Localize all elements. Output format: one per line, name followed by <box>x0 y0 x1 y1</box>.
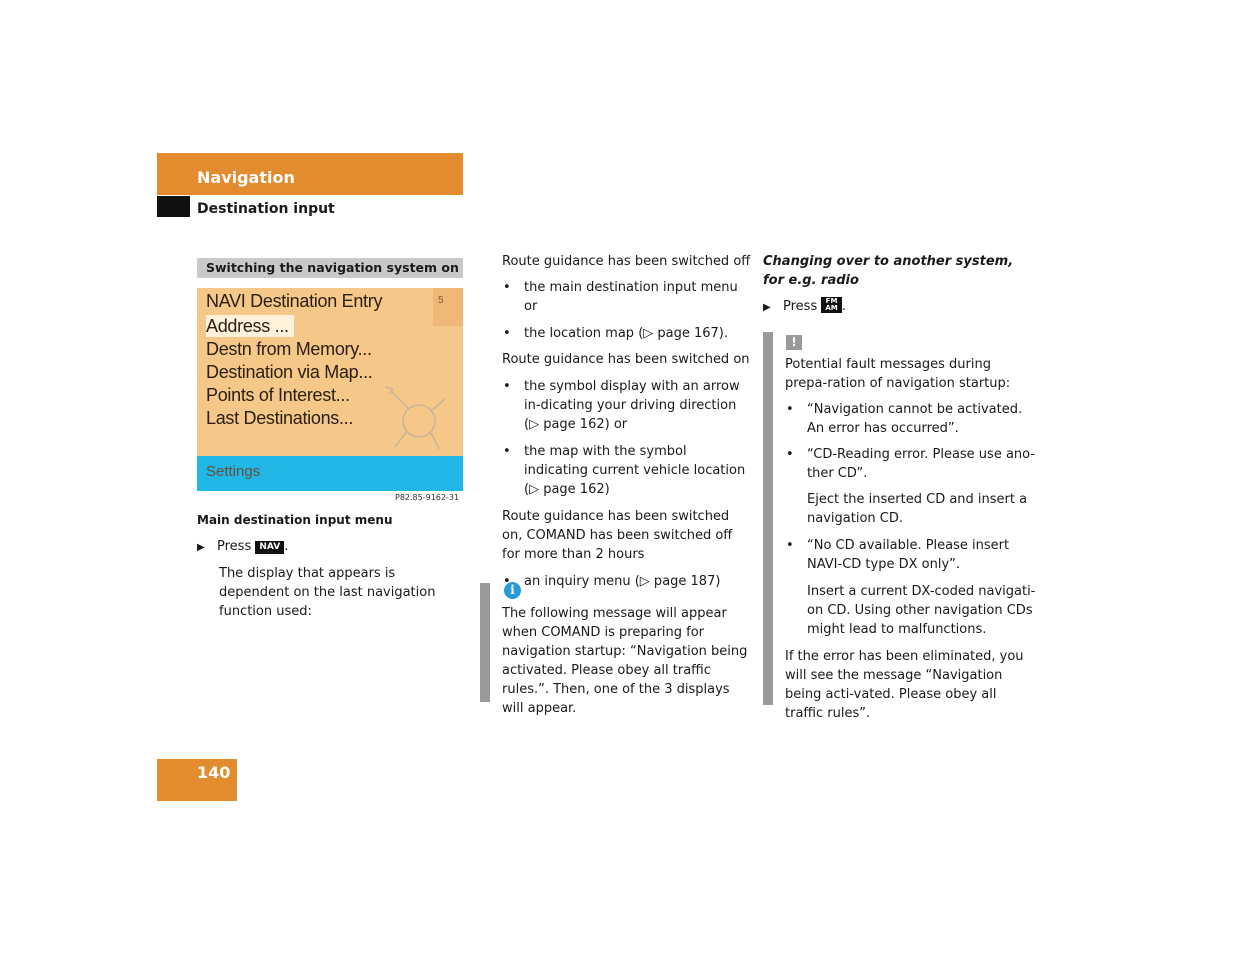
press-fm-step: ▶ Press FM AM . <box>763 297 1033 317</box>
on-heading: Route guidance has been switched on <box>502 352 750 367</box>
long-off-item-1: • an inquiry menu (▷ page 187) <box>502 572 752 591</box>
key-bottom: AM <box>825 304 838 312</box>
warning-closing: If the error has been eliminated, you will see the message “Navigation being acti-vated. Please obey all traffic rules”. <box>785 649 1024 721</box>
change-system-heading: Changing over to another system, for e.g. radio <box>763 254 1014 288</box>
info-side-bar <box>480 583 490 702</box>
fault-2: • “CD-Reading error. Please use ano-ther CD”. <box>785 445 1037 483</box>
on-item-2: • the map with the symbol indicating current vehicle location (▷ page 162) <box>502 442 752 499</box>
warning-block <box>785 355 1037 723</box>
off-item-1: • the main destination input menu or <box>502 278 752 316</box>
screen-item-map: Destination via Map... <box>206 362 373 382</box>
fault-3: • “No CD available. Please insert NAVI-CD type DX only”. <box>785 536 1037 574</box>
screen-corner-label: 5 <box>438 295 444 306</box>
screen-item-address: Address ... <box>206 315 294 337</box>
figure-caption: Main destination input menu <box>197 513 393 527</box>
screen-settings-bar <box>197 456 463 491</box>
figure-code: P82.85-9162-31 <box>395 493 460 502</box>
screen-item-memory: Destn from Memory... <box>206 339 372 359</box>
fm-am-key-icon <box>821 297 841 313</box>
display-note: The display that appears is dependent on the last navigation function used: <box>219 566 436 619</box>
warning-icon: ! <box>786 335 802 350</box>
off-heading: Route guidance has been switched off <box>502 254 751 269</box>
fault-3-hint: Insert a current DX-coded navigati-on CD. Using other navigation CDs might lead to malfunctions. <box>807 584 1036 637</box>
fault-1: • “Navigation cannot be activated. An error has occurred”. <box>785 400 1037 438</box>
fault-2-hint: Eject the inserted CD and insert a navigation CD. <box>807 492 1028 526</box>
navi-screen-figure <box>197 288 463 491</box>
key-top: FM <box>825 297 838 305</box>
screen-item-poi: Points of Interest... <box>206 385 350 405</box>
press-label: Press <box>217 539 252 554</box>
warning-side-bar <box>763 332 773 705</box>
press-label: Press <box>783 299 818 314</box>
map-sketch-icon <box>377 383 457 458</box>
subsection-marker <box>157 196 190 217</box>
screen-settings-label: Settings <box>206 463 261 480</box>
info-icon: i <box>504 582 521 599</box>
info-text: The following message will appear when COMAND is preparing for navigation startup: “Navigation being activated. Please obey all traffic rules.”. Then, one of the 3 displays will appear. <box>502 606 748 716</box>
warning-intro: Potential fault messages during prepa-ration of navigation startup: <box>785 357 1011 391</box>
subsection-title: Destination input <box>197 201 335 217</box>
step-arrow-icon: ▶ <box>197 542 205 553</box>
step-arrow-icon: ▶ <box>763 302 771 313</box>
page-number: 140 <box>197 763 231 782</box>
screen-item-last: Last Destinations... <box>206 408 354 428</box>
press-nav-step: ▶ Press NAV . <box>197 537 463 557</box>
section-heading: Switching the navigation system on <box>206 260 459 275</box>
long-off-heading: Route guidance has been switched on, COMAND has been switched off for more than 2 hours <box>502 509 733 562</box>
on-item-1: • the symbol display with an arrow in-dicating your driving direction (▷ page 162) or <box>502 377 752 434</box>
off-item-2: • the location map (▷ page 167). <box>502 324 752 343</box>
nav-key-icon: NAV <box>255 541 284 554</box>
screen-title: NAVI Destination Entry <box>206 291 383 311</box>
middle-column <box>502 252 752 591</box>
section-title: Navigation <box>197 168 295 187</box>
